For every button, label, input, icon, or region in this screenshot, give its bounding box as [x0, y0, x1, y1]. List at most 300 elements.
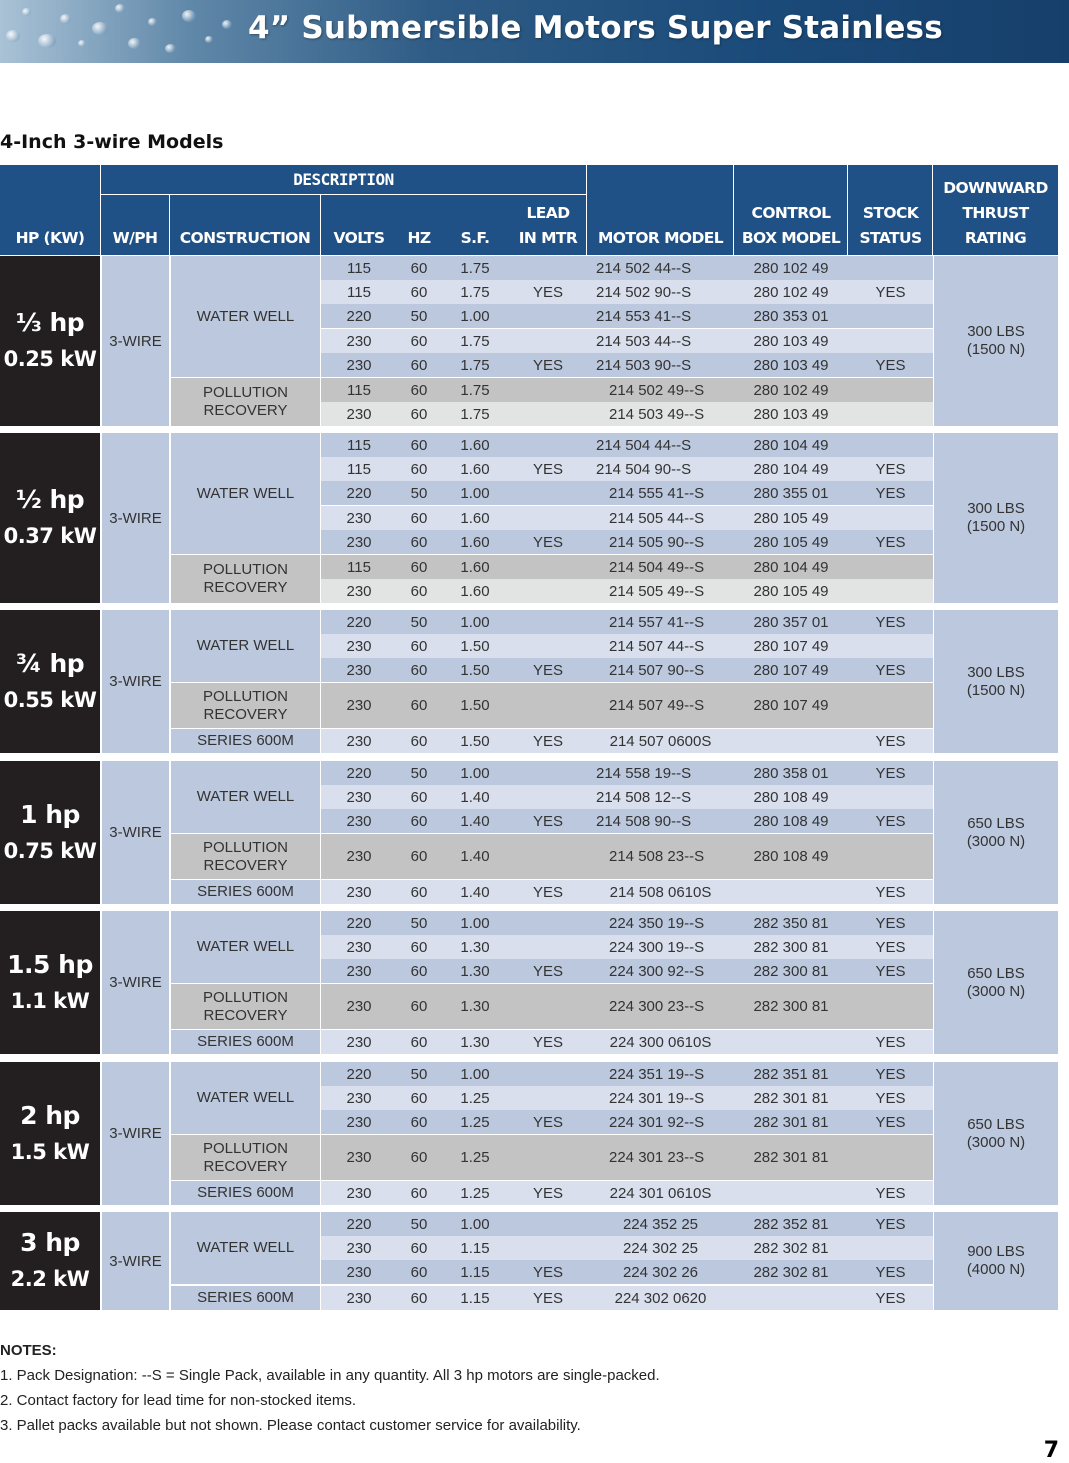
volts-cell: 230 — [346, 848, 372, 865]
lead-cell: YES — [532, 883, 563, 901]
control-box-cell: 280 103 49 — [753, 332, 829, 350]
motor-group — [0, 1062, 1058, 1205]
notes-section — [0, 1338, 660, 1438]
hz-cell: 60 — [410, 533, 428, 551]
stock-status-cell: YES — [875, 1065, 906, 1083]
construction-cell — [171, 1286, 320, 1310]
stock-status-cell — [848, 433, 933, 457]
control-box-cell: 280 355 01 — [753, 484, 829, 502]
header-lead: LEAD — [526, 204, 570, 222]
service-factor-cell: 1.75 — [460, 381, 490, 399]
hp-rating-box — [0, 433, 100, 603]
hz-cell: 60 — [410, 883, 428, 901]
stock-status-cell: YES — [875, 1184, 906, 1202]
control-box-cell — [734, 729, 848, 753]
stock-status-cell: YES — [875, 283, 906, 301]
thrust-newtons: (3000 N) — [966, 1133, 1026, 1151]
service-factor-cell: 1.00 — [460, 764, 490, 782]
construction-cell — [171, 433, 320, 554]
table-row — [321, 729, 933, 753]
hz-cell: 50 — [410, 307, 428, 325]
control-box-cell: 280 105 49 — [753, 509, 829, 527]
volts-cell: 220 — [346, 484, 372, 502]
service-factor-cell: 1.75 — [460, 259, 490, 277]
table-row — [321, 280, 933, 304]
thrust-rating-cell — [934, 911, 1058, 1054]
stock-status-cell: YES — [875, 764, 906, 782]
control-box-cell: 280 108 49 — [753, 812, 829, 830]
construction-cell — [171, 610, 320, 682]
lead-cell — [509, 481, 587, 505]
service-factor-cell: 1.75 — [460, 405, 490, 423]
volts-cell: 220 — [346, 764, 372, 782]
kw-value: 1.1 kW — [10, 988, 90, 1013]
motor-model-cell: 224 351 19--S — [609, 1065, 705, 1083]
hz-cell: 60 — [410, 460, 428, 478]
service-factor-cell: 1.40 — [460, 848, 490, 865]
lead-cell — [509, 256, 587, 280]
lead-cell: YES — [532, 460, 563, 478]
motor-model-cell: 214 557 41--S — [609, 613, 705, 631]
page-title: 4” Submersible Motors Super Stainless — [248, 10, 943, 46]
volts-cell: 230 — [346, 812, 372, 830]
construction-label: WATER WELL — [196, 484, 295, 502]
volts-cell: 230 — [346, 1239, 372, 1257]
thrust-rating-cell — [934, 1062, 1058, 1205]
lead-cell — [509, 579, 587, 603]
stock-status-cell — [848, 402, 933, 426]
hz-cell: 60 — [410, 732, 428, 750]
stock-status-cell — [848, 1236, 933, 1260]
hz-cell: 50 — [410, 484, 428, 502]
hz-cell: 60 — [410, 1113, 428, 1131]
thrust-lbs: 300 LBS — [967, 323, 1025, 340]
stock-status-cell: YES — [875, 533, 906, 551]
control-box-cell: 282 300 81 — [753, 962, 829, 980]
service-factor-cell: 1.75 — [460, 356, 490, 374]
control-box-cell: 280 108 49 — [753, 788, 829, 806]
hz-cell: 50 — [410, 1065, 428, 1083]
service-factor-cell: 1.00 — [460, 914, 490, 932]
thrust-lbs: 650 LBS — [967, 814, 1025, 832]
construction-label: WATER WELL — [196, 1239, 295, 1256]
hp-rating-box — [0, 610, 100, 753]
volts-cell: 230 — [346, 1149, 372, 1166]
motor-group — [0, 911, 1058, 1054]
hz-cell: 60 — [410, 788, 428, 806]
wiring-text: 3-WIRE — [109, 1125, 162, 1142]
service-factor-cell: 1.15 — [460, 1289, 490, 1307]
volts-cell: 220 — [346, 1215, 372, 1233]
table-row — [321, 1086, 933, 1110]
volts-cell: 230 — [346, 1289, 372, 1307]
header-sf: S.F. — [460, 229, 490, 247]
lead-cell: YES — [532, 1113, 563, 1131]
hp-value: 3 hp — [20, 1228, 80, 1257]
construction-label: SERIES 600M — [197, 1184, 294, 1201]
stock-status-cell — [848, 378, 933, 402]
table-row — [321, 1181, 933, 1205]
construction-label: POLLUTION RECOVERY — [202, 384, 289, 419]
thrust-rating-text — [967, 664, 1025, 700]
lead-cell: YES — [532, 1033, 563, 1051]
thrust-lbs: 300 LBS — [967, 663, 1025, 681]
stock-status-cell — [848, 506, 933, 530]
wiring-cell — [102, 911, 169, 1054]
construction-label: POLLUTION RECOVERY — [202, 687, 289, 723]
header-volts: VOLTS — [333, 229, 385, 247]
motor-model-cell: 214 508 23--S — [609, 848, 705, 865]
service-factor-cell: 1.60 — [460, 533, 490, 551]
lead-cell: YES — [532, 1184, 563, 1202]
construction-cell — [171, 1181, 320, 1205]
motor-model-cell: 224 352 25 — [622, 1215, 699, 1233]
lead-cell — [509, 329, 587, 353]
table-row — [321, 634, 933, 658]
construction-label: SERIES 600M — [197, 1033, 294, 1050]
motor-model-cell: 214 507 90--S — [609, 661, 705, 679]
hz-cell: 60 — [410, 259, 428, 277]
note-item: 1. Pack Designation: --S = Single Pack, available in any quantity. All 3 hp motors are single-packed. — [0, 1367, 660, 1384]
table-row — [321, 433, 933, 457]
kw-value: 1.5 kW — [10, 1139, 90, 1164]
hp-value: ¾ hp — [15, 648, 85, 678]
motor-model-cell: 214 507 0600S — [609, 732, 712, 750]
volts-cell: 115 — [347, 381, 371, 399]
kw-value: 0.55 kW — [3, 687, 97, 712]
motor-model-cell: 214 555 41--S — [609, 484, 705, 502]
stock-status-cell — [848, 984, 933, 1029]
wiring-cell — [102, 256, 169, 426]
motor-group — [0, 761, 1058, 904]
page-number: 7 — [1043, 1438, 1059, 1463]
control-box-cell: 280 102 49 — [753, 259, 829, 277]
service-factor-cell: 1.50 — [460, 697, 490, 714]
hz-cell: 60 — [410, 1289, 428, 1307]
hz-cell: 60 — [410, 1184, 428, 1202]
hz-cell: 60 — [410, 436, 428, 454]
thrust-lbs: 650 LBS — [967, 1115, 1025, 1133]
control-box-cell: 282 301 81 — [753, 1149, 829, 1166]
lead-cell — [509, 634, 587, 658]
construction-cell — [171, 761, 320, 833]
control-box-cell: 280 105 49 — [753, 533, 829, 551]
motor-model-cell: 214 507 44--S — [609, 637, 705, 655]
table-row — [321, 1286, 933, 1310]
lead-cell: YES — [532, 661, 563, 679]
motor-model-cell: 214 505 44--S — [609, 509, 705, 527]
header-banner — [0, 0, 1069, 63]
thrust-newtons: (1500 N) — [966, 518, 1026, 535]
hz-cell: 60 — [410, 1149, 428, 1166]
lead-cell: YES — [532, 1263, 563, 1281]
volts-cell: 230 — [346, 405, 372, 423]
stock-status-cell — [848, 1135, 933, 1180]
hz-cell: 60 — [410, 661, 428, 679]
service-factor-cell: 1.25 — [460, 1149, 490, 1166]
table-header — [0, 165, 1058, 255]
construction-cell — [171, 911, 320, 983]
construction-label: SERIES 600M — [197, 883, 294, 900]
control-box-cell: 282 302 81 — [753, 1239, 829, 1257]
stock-status-cell — [848, 579, 933, 603]
volts-cell: 115 — [347, 259, 371, 277]
motor-model-cell: 214 508 0610S — [609, 883, 712, 901]
wiring-cell — [102, 610, 169, 753]
hp-value: ⅓ hp — [15, 308, 85, 337]
stock-status-cell: YES — [875, 812, 906, 830]
lead-cell: YES — [532, 533, 563, 551]
lead-cell — [509, 506, 587, 530]
hz-cell: 50 — [410, 1215, 428, 1233]
volts-cell: 115 — [347, 436, 371, 454]
stock-status-cell: YES — [875, 356, 906, 374]
hp-rating-box — [0, 1062, 100, 1205]
hp-value: 2 hp — [20, 1100, 80, 1130]
volts-cell: 230 — [346, 1033, 372, 1051]
stock-status-cell — [848, 683, 933, 728]
control-box-cell: 280 102 49 — [753, 283, 829, 301]
lead-cell — [509, 1086, 587, 1110]
table-row — [321, 457, 933, 481]
table-row — [321, 834, 933, 879]
table-row — [321, 402, 933, 426]
control-box-cell: 282 350 81 — [753, 914, 829, 932]
lead-cell: YES — [532, 732, 563, 750]
volts-cell: 230 — [346, 697, 372, 714]
control-box-cell: 282 300 81 — [753, 998, 829, 1015]
motor-model-cell: 214 502 44--S — [596, 259, 692, 277]
hz-cell: 60 — [410, 637, 428, 655]
table-row — [321, 1062, 933, 1086]
volts-cell: 230 — [346, 883, 372, 901]
motor-model-cell: 214 502 90--S — [596, 283, 692, 301]
note-item: 3. Pallet packs available but not shown. Please contact customer service for availability. — [0, 1417, 581, 1434]
table-row — [321, 329, 933, 353]
service-factor-cell: 1.40 — [460, 788, 490, 806]
hz-cell: 60 — [410, 938, 428, 956]
motor-model-cell: 224 300 92--S — [609, 962, 705, 980]
stock-status-cell: YES — [875, 938, 906, 956]
lead-cell: YES — [532, 962, 563, 980]
thrust-newtons: (3000 N) — [966, 832, 1026, 850]
service-factor-cell: 1.15 — [460, 1263, 490, 1281]
motor-model-cell: 224 300 19--S — [609, 938, 705, 956]
control-box-cell: 280 353 01 — [753, 307, 829, 325]
control-box-cell: 280 107 49 — [753, 661, 829, 679]
control-box-cell: 280 104 49 — [753, 558, 829, 576]
header-hz: HZ — [407, 229, 431, 247]
thrust-newtons: (3000 N) — [966, 982, 1026, 1000]
motor-model-cell: 224 302 25 — [622, 1239, 699, 1257]
construction-label: WATER WELL — [196, 788, 295, 805]
stock-status-cell — [848, 834, 933, 879]
table-row — [321, 935, 933, 959]
wiring-cell — [102, 761, 169, 904]
motor-model-cell: 214 504 49--S — [609, 558, 705, 576]
lead-cell — [509, 304, 587, 328]
header-description: DESCRIPTION — [101, 165, 586, 195]
table-row — [321, 378, 933, 402]
construction-label: SERIES 600M — [197, 732, 294, 749]
header-stock: STOCK — [862, 204, 919, 222]
table-row — [321, 683, 933, 728]
hz-cell: 60 — [410, 1033, 428, 1051]
control-box-cell — [734, 1181, 848, 1205]
lead-cell — [509, 935, 587, 959]
service-factor-cell: 1.60 — [460, 436, 490, 454]
volts-cell: 115 — [347, 558, 371, 576]
volts-cell: 230 — [346, 356, 372, 374]
lead-cell — [509, 433, 587, 457]
lead-cell — [509, 378, 587, 402]
motor-group — [0, 256, 1058, 426]
thrust-rating-cell — [934, 256, 1058, 426]
hz-cell: 60 — [410, 332, 428, 350]
thrust-rating-text — [967, 965, 1025, 1001]
table-row — [321, 785, 933, 809]
lead-cell — [509, 1135, 587, 1180]
hz-cell: 60 — [410, 558, 428, 576]
table-row — [321, 911, 933, 935]
construction-cell — [171, 984, 320, 1029]
service-factor-cell: 1.50 — [460, 732, 490, 750]
volts-cell: 230 — [346, 509, 372, 527]
construction-cell — [171, 729, 320, 753]
hz-cell: 60 — [410, 1263, 428, 1281]
control-box-cell: 280 107 49 — [753, 637, 829, 655]
control-box-cell: 280 104 49 — [753, 436, 829, 454]
kw-value: 2.2 kW — [10, 1267, 90, 1291]
header-control: CONTROL — [751, 204, 831, 222]
control-box-cell — [734, 1030, 848, 1054]
hz-cell: 60 — [410, 381, 428, 399]
service-factor-cell: 1.40 — [460, 883, 490, 901]
hz-cell: 60 — [410, 812, 428, 830]
volts-cell: 230 — [346, 938, 372, 956]
stock-status-cell: YES — [875, 1215, 906, 1233]
hz-cell: 50 — [410, 764, 428, 782]
motor-model-cell: 214 503 44--S — [596, 332, 692, 350]
note-item: 2. Contact factory for lead time for non-stocked items. — [0, 1392, 356, 1409]
hp-value: ½ hp — [15, 485, 85, 514]
volts-cell: 230 — [346, 533, 372, 551]
lead-cell: YES — [532, 1289, 563, 1307]
header-in-mtr: IN MTR — [518, 229, 578, 247]
thrust-newtons: (4000 N) — [966, 1261, 1026, 1278]
motor-model-cell: 224 350 19--S — [609, 914, 705, 932]
service-factor-cell: 1.25 — [460, 1089, 490, 1107]
table-row — [321, 530, 933, 554]
table-row — [321, 761, 933, 785]
thrust-lbs: 300 LBS — [967, 500, 1025, 517]
thrust-rating-cell — [934, 761, 1058, 904]
service-factor-cell: 1.30 — [460, 1033, 490, 1051]
hz-cell: 60 — [410, 998, 428, 1015]
thrust-rating-cell — [934, 610, 1058, 753]
table-row — [321, 1030, 933, 1054]
stock-status-cell: YES — [875, 1289, 906, 1307]
stock-status-cell — [848, 329, 933, 353]
table-row — [321, 256, 933, 280]
table-row — [321, 506, 933, 530]
motor-model-cell: 214 507 49--S — [609, 697, 705, 714]
construction-label: SERIES 600M — [197, 1289, 294, 1306]
lead-cell — [509, 785, 587, 809]
thrust-rating-text — [967, 815, 1025, 851]
thrust-lbs: 650 LBS — [967, 964, 1025, 982]
motor-model-cell: 224 300 23--S — [609, 998, 705, 1015]
header-status: STATUS — [859, 229, 922, 247]
construction-label: WATER WELL — [196, 1089, 295, 1106]
volts-cell: 230 — [346, 1089, 372, 1107]
service-factor-cell: 1.50 — [460, 661, 490, 679]
thrust-rating-text — [967, 1243, 1025, 1279]
header-thrust: THRUST — [962, 204, 1029, 222]
stock-status-cell: YES — [875, 732, 906, 750]
motor-model-cell: 224 301 92--S — [609, 1113, 705, 1131]
stock-status-cell — [848, 256, 933, 280]
control-box-cell: 282 351 81 — [753, 1065, 829, 1083]
construction-label: POLLUTION RECOVERY — [202, 988, 289, 1024]
table-row — [321, 658, 933, 682]
construction-cell — [171, 880, 320, 904]
volts-cell: 230 — [346, 1263, 372, 1281]
construction-label: POLLUTION RECOVERY — [202, 1139, 289, 1175]
table-row — [321, 809, 933, 833]
volts-cell: 220 — [346, 307, 372, 325]
volts-cell: 230 — [346, 1184, 372, 1202]
stock-status-cell: YES — [875, 484, 906, 502]
service-factor-cell: 1.30 — [460, 998, 490, 1015]
thrust-rating-cell — [934, 1212, 1058, 1310]
stock-status-cell: YES — [875, 1033, 906, 1051]
volts-cell: 220 — [346, 613, 372, 631]
thrust-newtons: (1500 N) — [966, 341, 1026, 358]
control-box-cell: 282 300 81 — [753, 938, 829, 956]
service-factor-cell: 1.25 — [460, 1113, 490, 1131]
thrust-newtons: (1500 N) — [966, 681, 1026, 699]
lead-cell: YES — [532, 356, 563, 374]
service-factor-cell: 1.60 — [460, 460, 490, 478]
construction-cell — [171, 1062, 320, 1134]
hz-cell: 60 — [410, 848, 428, 865]
control-box-cell: 280 102 49 — [753, 381, 829, 399]
hz-cell: 60 — [410, 283, 428, 301]
hp-value: 1.5 hp — [7, 949, 93, 979]
construction-cell — [171, 1135, 320, 1180]
volts-cell: 230 — [346, 1113, 372, 1131]
wiring-text: 3-WIRE — [109, 673, 162, 690]
wiring-cell — [102, 433, 169, 603]
header-wph: W/PH — [112, 229, 158, 247]
hz-cell: 60 — [410, 582, 428, 600]
wiring-text: 3-WIRE — [109, 332, 162, 350]
lead-cell — [509, 911, 587, 935]
thrust-rating-text — [967, 500, 1025, 536]
motor-group — [0, 1212, 1058, 1310]
stock-status-cell — [848, 634, 933, 658]
service-factor-cell: 1.00 — [460, 1065, 490, 1083]
volts-cell: 230 — [346, 998, 372, 1015]
table-row — [321, 610, 933, 634]
construction-cell — [171, 834, 320, 879]
stock-status-cell: YES — [875, 1089, 906, 1107]
control-box-cell: 280 105 49 — [753, 582, 829, 600]
thrust-rating-cell — [934, 433, 1058, 603]
service-factor-cell: 1.30 — [460, 938, 490, 956]
lead-cell — [509, 761, 587, 785]
